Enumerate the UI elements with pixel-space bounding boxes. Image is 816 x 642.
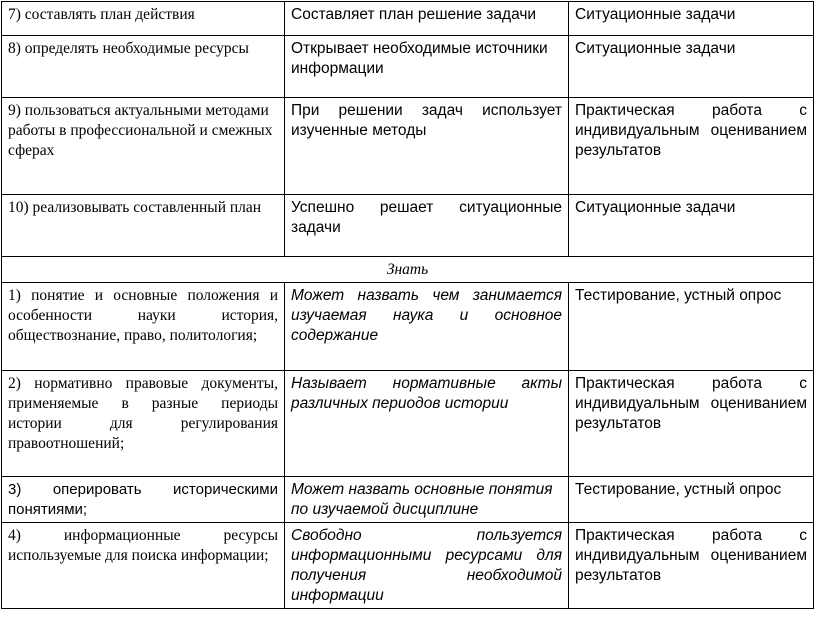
assessment-cell: Тестирование, устный опрос [569, 283, 814, 371]
skill-cell: 9) пользоваться актуальными методами работы в профессиональной и смежных сферах [2, 98, 285, 195]
knowledge-cell: 3) оперировать историческими понятиями; [2, 477, 285, 523]
indicator-cell: Может назвать основные понятия по изучаемой дисциплине [285, 477, 569, 523]
assessment-cell: Практическая работа с индивидуальным оцениванием результатов [569, 523, 814, 609]
skill-cell: 8) определять необходимые ресурсы [2, 36, 285, 98]
indicator-cell: При решении задач использует изученные методы [285, 98, 569, 195]
section-heading: Знать [2, 257, 814, 283]
skill-cell: 10) реализовывать составленный план [2, 195, 285, 257]
table-row [2, 36, 814, 98]
knowledge-cell: 2) нормативно правовые документы, применяемые в разные периоды истории для регулирования правоотношений; [2, 371, 285, 477]
assessment-cell: Ситуационные задачи [569, 36, 814, 98]
indicator-cell: Составляет план решение задачи [285, 2, 569, 36]
table-row [2, 98, 814, 195]
knowledge-cell: 1) понятие и основные положения и особенности науки история, обществознание, право, политология; [2, 283, 285, 371]
table-row [2, 283, 814, 371]
table-row [2, 371, 814, 477]
table-row [2, 523, 814, 609]
indicator-cell: Называет нормативные акты различных периодов истории [285, 371, 569, 477]
assessment-cell: Практическая работа с индивидуальным оцениванием результатов [569, 98, 814, 195]
indicator-cell: Успешно решает ситуационные задачи [285, 195, 569, 257]
table-row [2, 195, 814, 257]
indicator-cell: Свободно пользуется информационными ресурсами для получения необходимой информации [285, 523, 569, 609]
assessment-cell: Ситуационные задачи [569, 2, 814, 36]
skill-cell: 7) составлять план действия [2, 2, 285, 36]
knowledge-cell: 4) информационные ресурсы используемые для поиска информации; [2, 523, 285, 609]
table-row [2, 2, 814, 36]
assessment-cell: Практическая работа с индивидуальным оцениванием результатов [569, 371, 814, 477]
section-row [2, 257, 814, 283]
table-row [2, 477, 814, 523]
indicator-cell: Может назвать чем занимается изучаемая наука и основное содержание [285, 283, 569, 371]
competency-table [1, 1, 814, 609]
assessment-cell: Ситуационные задачи [569, 195, 814, 257]
assessment-cell: Тестирование, устный опрос [569, 477, 814, 523]
indicator-cell: Открывает необходимые источники информации [285, 36, 569, 98]
